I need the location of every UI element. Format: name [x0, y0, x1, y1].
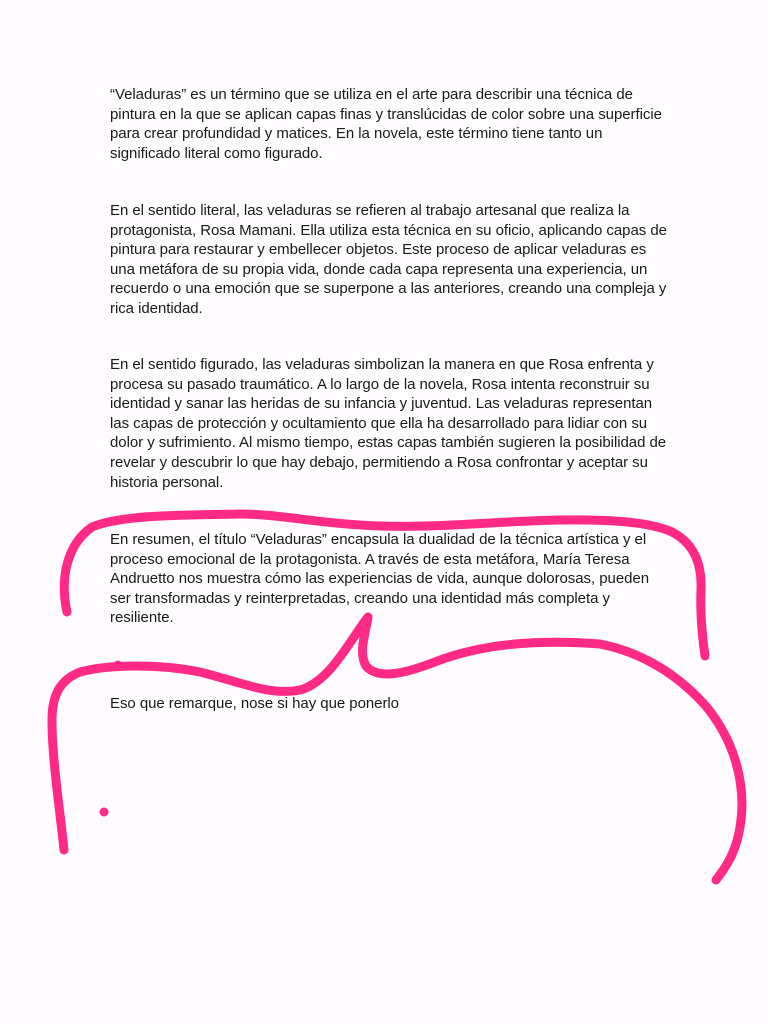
ink-dot-lower — [100, 808, 109, 817]
paragraph-literal-meaning: En el sentido literal, las veladuras se refieren al trabajo artesanal que realiza la protagonista, Rosa Mamani. Ella utiliza esta técnica en su oficio, aplicando capas de pintura para restaurar y embellecer objetos. Este proceso de aplicar veladuras es una metáfora de su propia vida, donde cada capa representa una experiencia, un recuerdo o una emoción que se superpone a las anteriores, creando una compleja y rica identidad. — [110, 202, 667, 317]
paragraph-summary: En resumen, el título “Veladuras” encapsula la dualidad de la técnica artística y el proceso emocional de la protagonista. A través de esta metáfora, María Teresa Andruetto nos muestra cómo las experiencias de vida, aunque dolorosas, pueden ser transformadas y reinterpretadas, creando una identidad más completa y resiliente. — [110, 531, 649, 627]
speech-bubble-note-stroke — [52, 617, 742, 880]
handwritten-note-comment: Eso que remarque, nose si hay que ponerlo — [110, 695, 399, 712]
paragraph-intro: “Veladuras” es un término que se utiliza en el arte para describir una técnica de pintura en la que se aplican capas finas y translúcidas de color sobre una superficie para crear profundidad y matices. En la novela, este término tiene tanto un significado literal como figurado. — [110, 86, 662, 162]
ink-dot-upper — [114, 661, 123, 670]
paragraph-figurative-meaning: En el sentido figurado, las veladuras simbolizan la manera en que Rosa enfrenta y procesa su pasado traumático. A lo largo de la novela, Rosa intenta reconstruir su identidad y sanar las heridas de su infancia y juventud. Las veladuras representan las capas de protección y ocultamiento que ella ha desarrollado para lidiar con su dolor y sufrimiento. Al mismo tiempo, estas capas también sugieren la posibilidad de revelar y descubrir lo que hay debajo, permitiendo a Rosa confrontar y aceptar su historia personal. — [110, 356, 667, 491]
